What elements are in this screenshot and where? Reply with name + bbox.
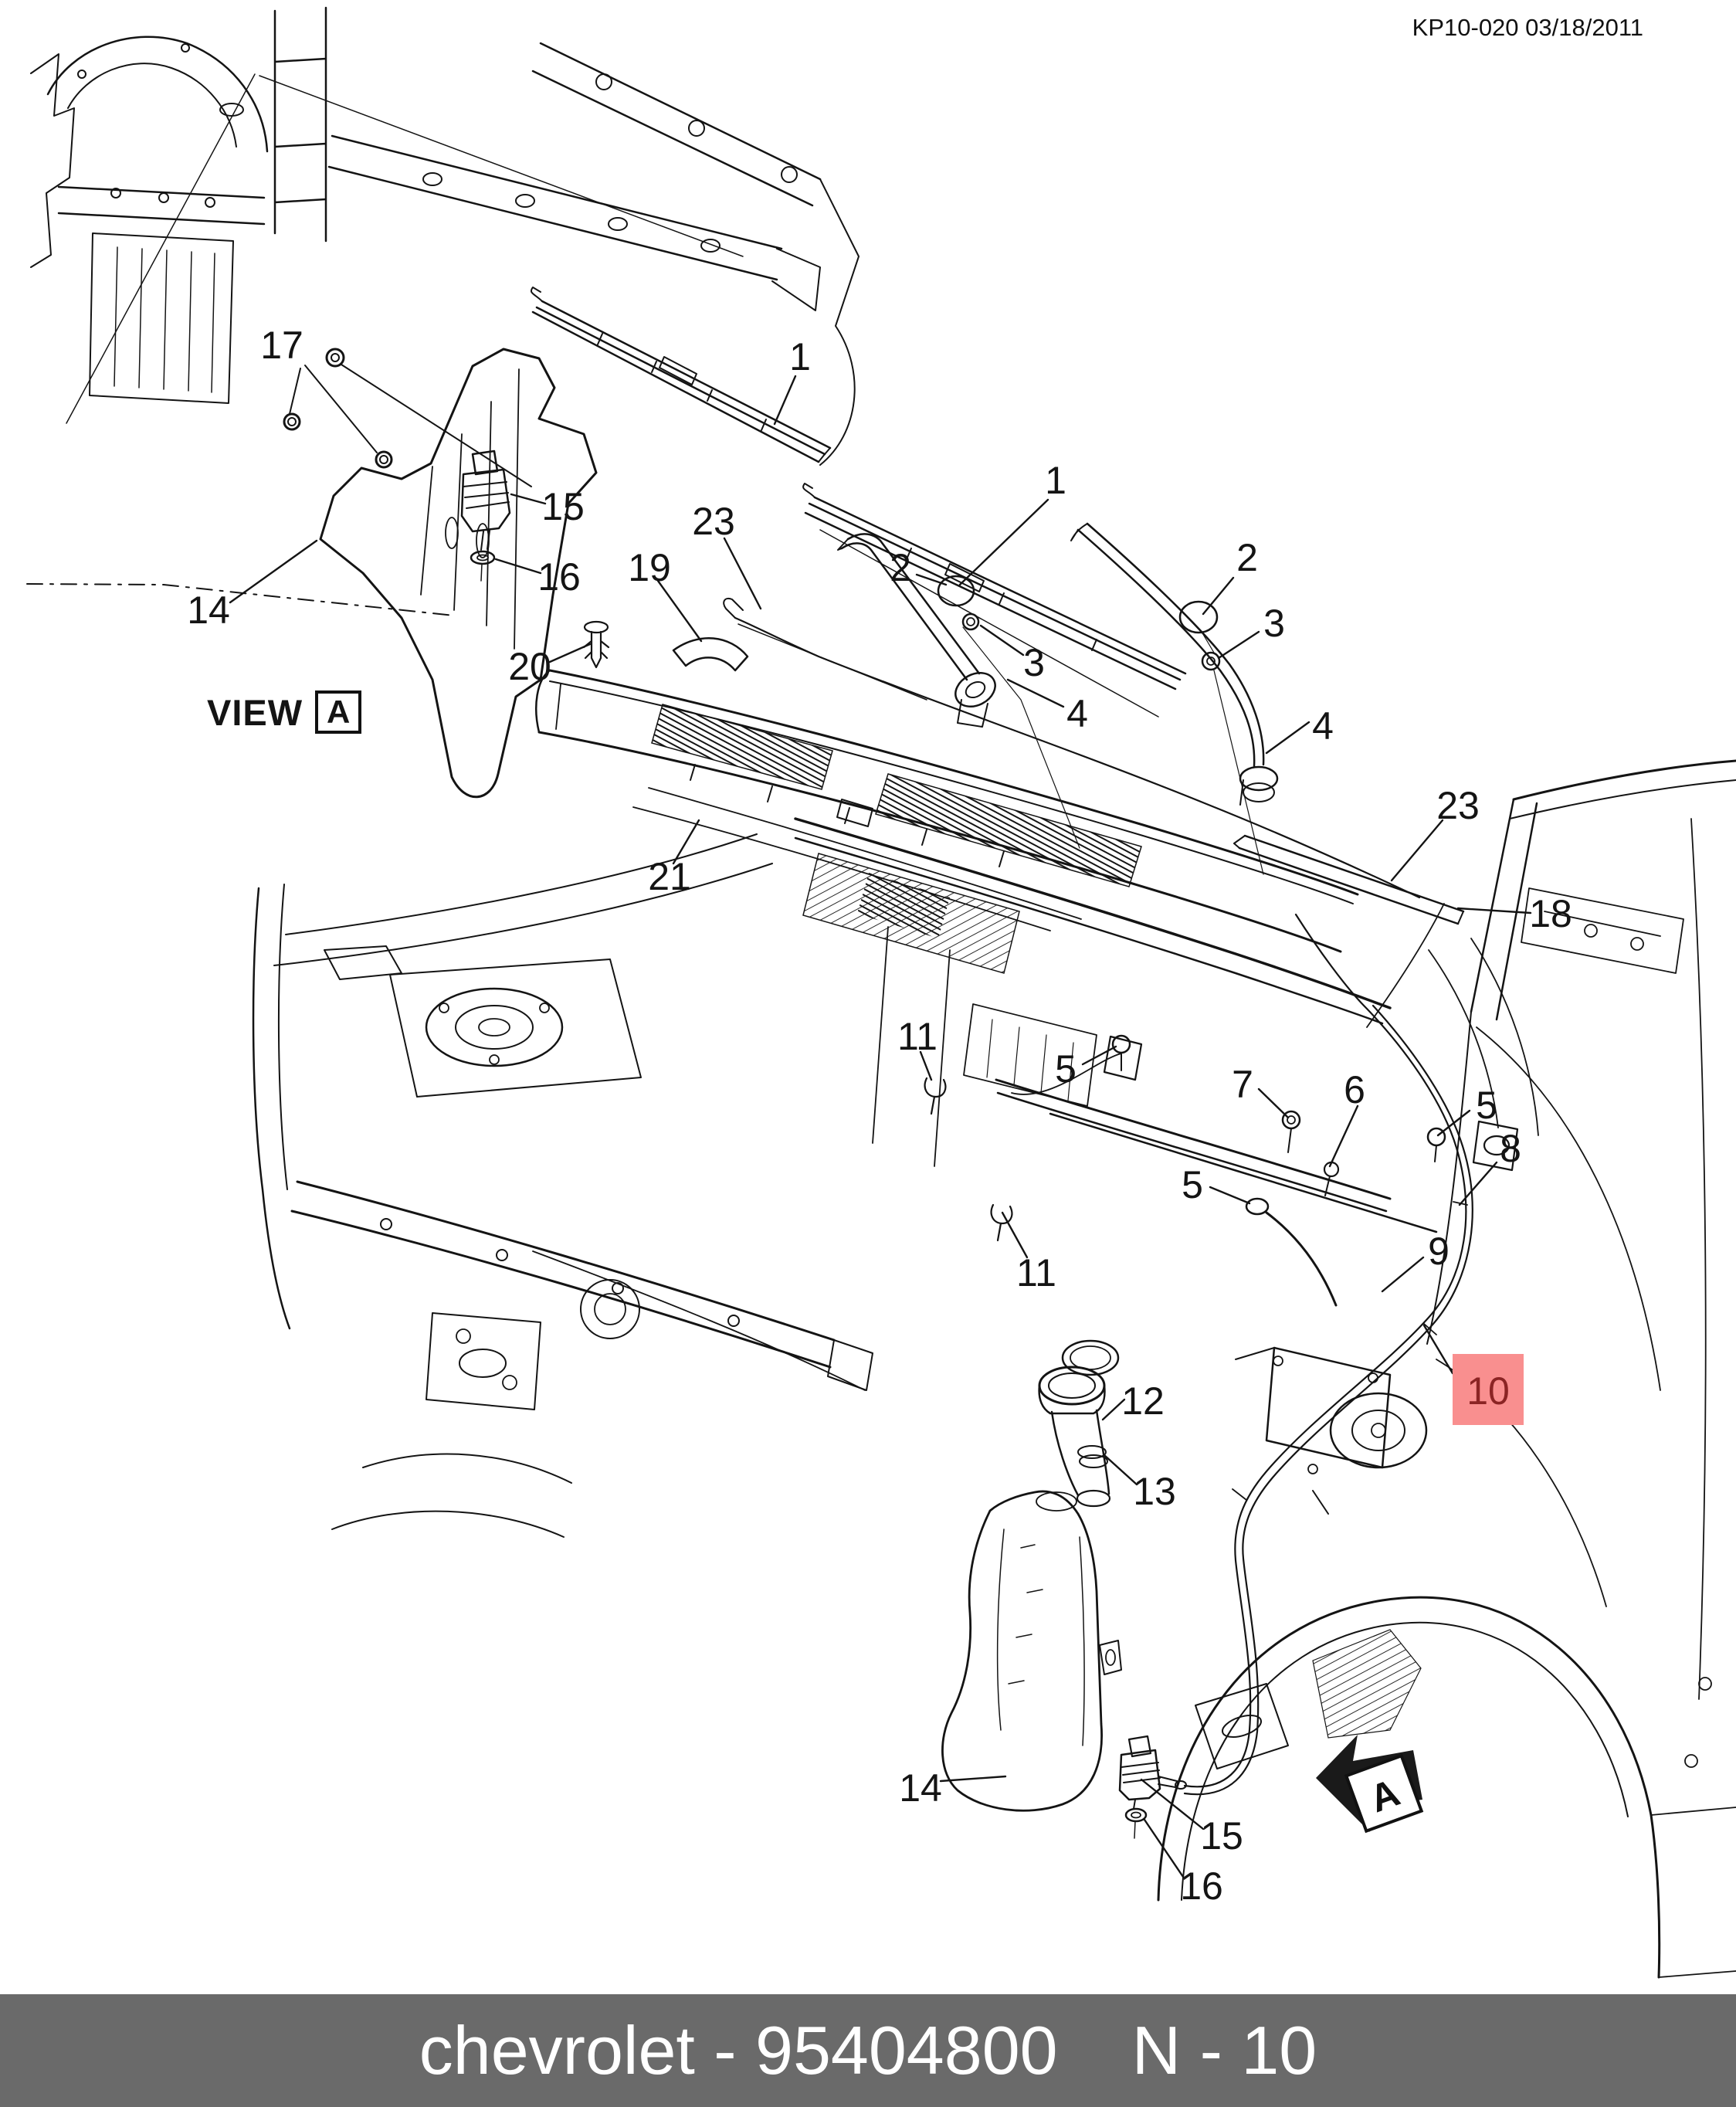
callout-4: 4 [1066, 692, 1088, 735]
callout-11: 11 [897, 1015, 938, 1058]
callout-3: 3 [1263, 602, 1285, 645]
document-reference: KP10-020 03/18/2011 [1412, 14, 1643, 41]
callout-23: 23 [1436, 784, 1480, 827]
callout-19: 19 [628, 546, 671, 589]
callout-12: 12 [1121, 1379, 1165, 1423]
callout-13: 13 [1133, 1470, 1176, 1513]
callout-16: 16 [1180, 1864, 1223, 1908]
callout-15: 15 [541, 485, 585, 528]
callout-18: 18 [1529, 892, 1572, 935]
footer-page-ref: N - 10 [1131, 2012, 1317, 2088]
footer-bar [0, 1994, 1736, 2107]
callout-4: 4 [1312, 704, 1334, 748]
footer-part-label: chevrolet - 95404800 [419, 2012, 1058, 2088]
view-letter-box: A [315, 690, 361, 734]
callout-5: 5 [1055, 1047, 1077, 1091]
view-a-label [207, 690, 361, 734]
callout-1: 1 [789, 335, 811, 378]
view-a-detail-illustration [27, 8, 859, 797]
callout-6: 6 [1344, 1068, 1365, 1111]
callout-14: 14 [187, 589, 230, 632]
callout-23: 23 [692, 500, 735, 543]
callout-3: 3 [1023, 641, 1045, 684]
highlighted-callout-10[interactable] [1453, 1354, 1524, 1425]
callout-2: 2 [1236, 536, 1258, 579]
callout-5: 5 [1182, 1163, 1203, 1206]
callout-17: 17 [260, 324, 303, 367]
callout-14: 14 [899, 1766, 942, 1810]
callout-5: 5 [1476, 1084, 1497, 1127]
callout-15: 15 [1200, 1814, 1243, 1858]
direction-arrow [1316, 1735, 1422, 1832]
direction-letter: A [1364, 1770, 1405, 1821]
callout-9: 9 [1428, 1230, 1449, 1273]
highlight-label: 10 [1466, 1369, 1510, 1413]
callout-11: 11 [1016, 1251, 1056, 1294]
callout-8: 8 [1500, 1127, 1521, 1170]
callout-21: 21 [648, 855, 691, 898]
callout-16: 16 [537, 555, 581, 599]
callout-1: 1 [1045, 459, 1066, 502]
callout-20: 20 [508, 645, 551, 688]
callout-7: 7 [1232, 1063, 1253, 1106]
fender-illustration [1158, 761, 1736, 1977]
callout-2: 2 [890, 546, 911, 589]
wiper-linkage-illustration [925, 1036, 1517, 1514]
view-word: VIEW [207, 691, 303, 733]
